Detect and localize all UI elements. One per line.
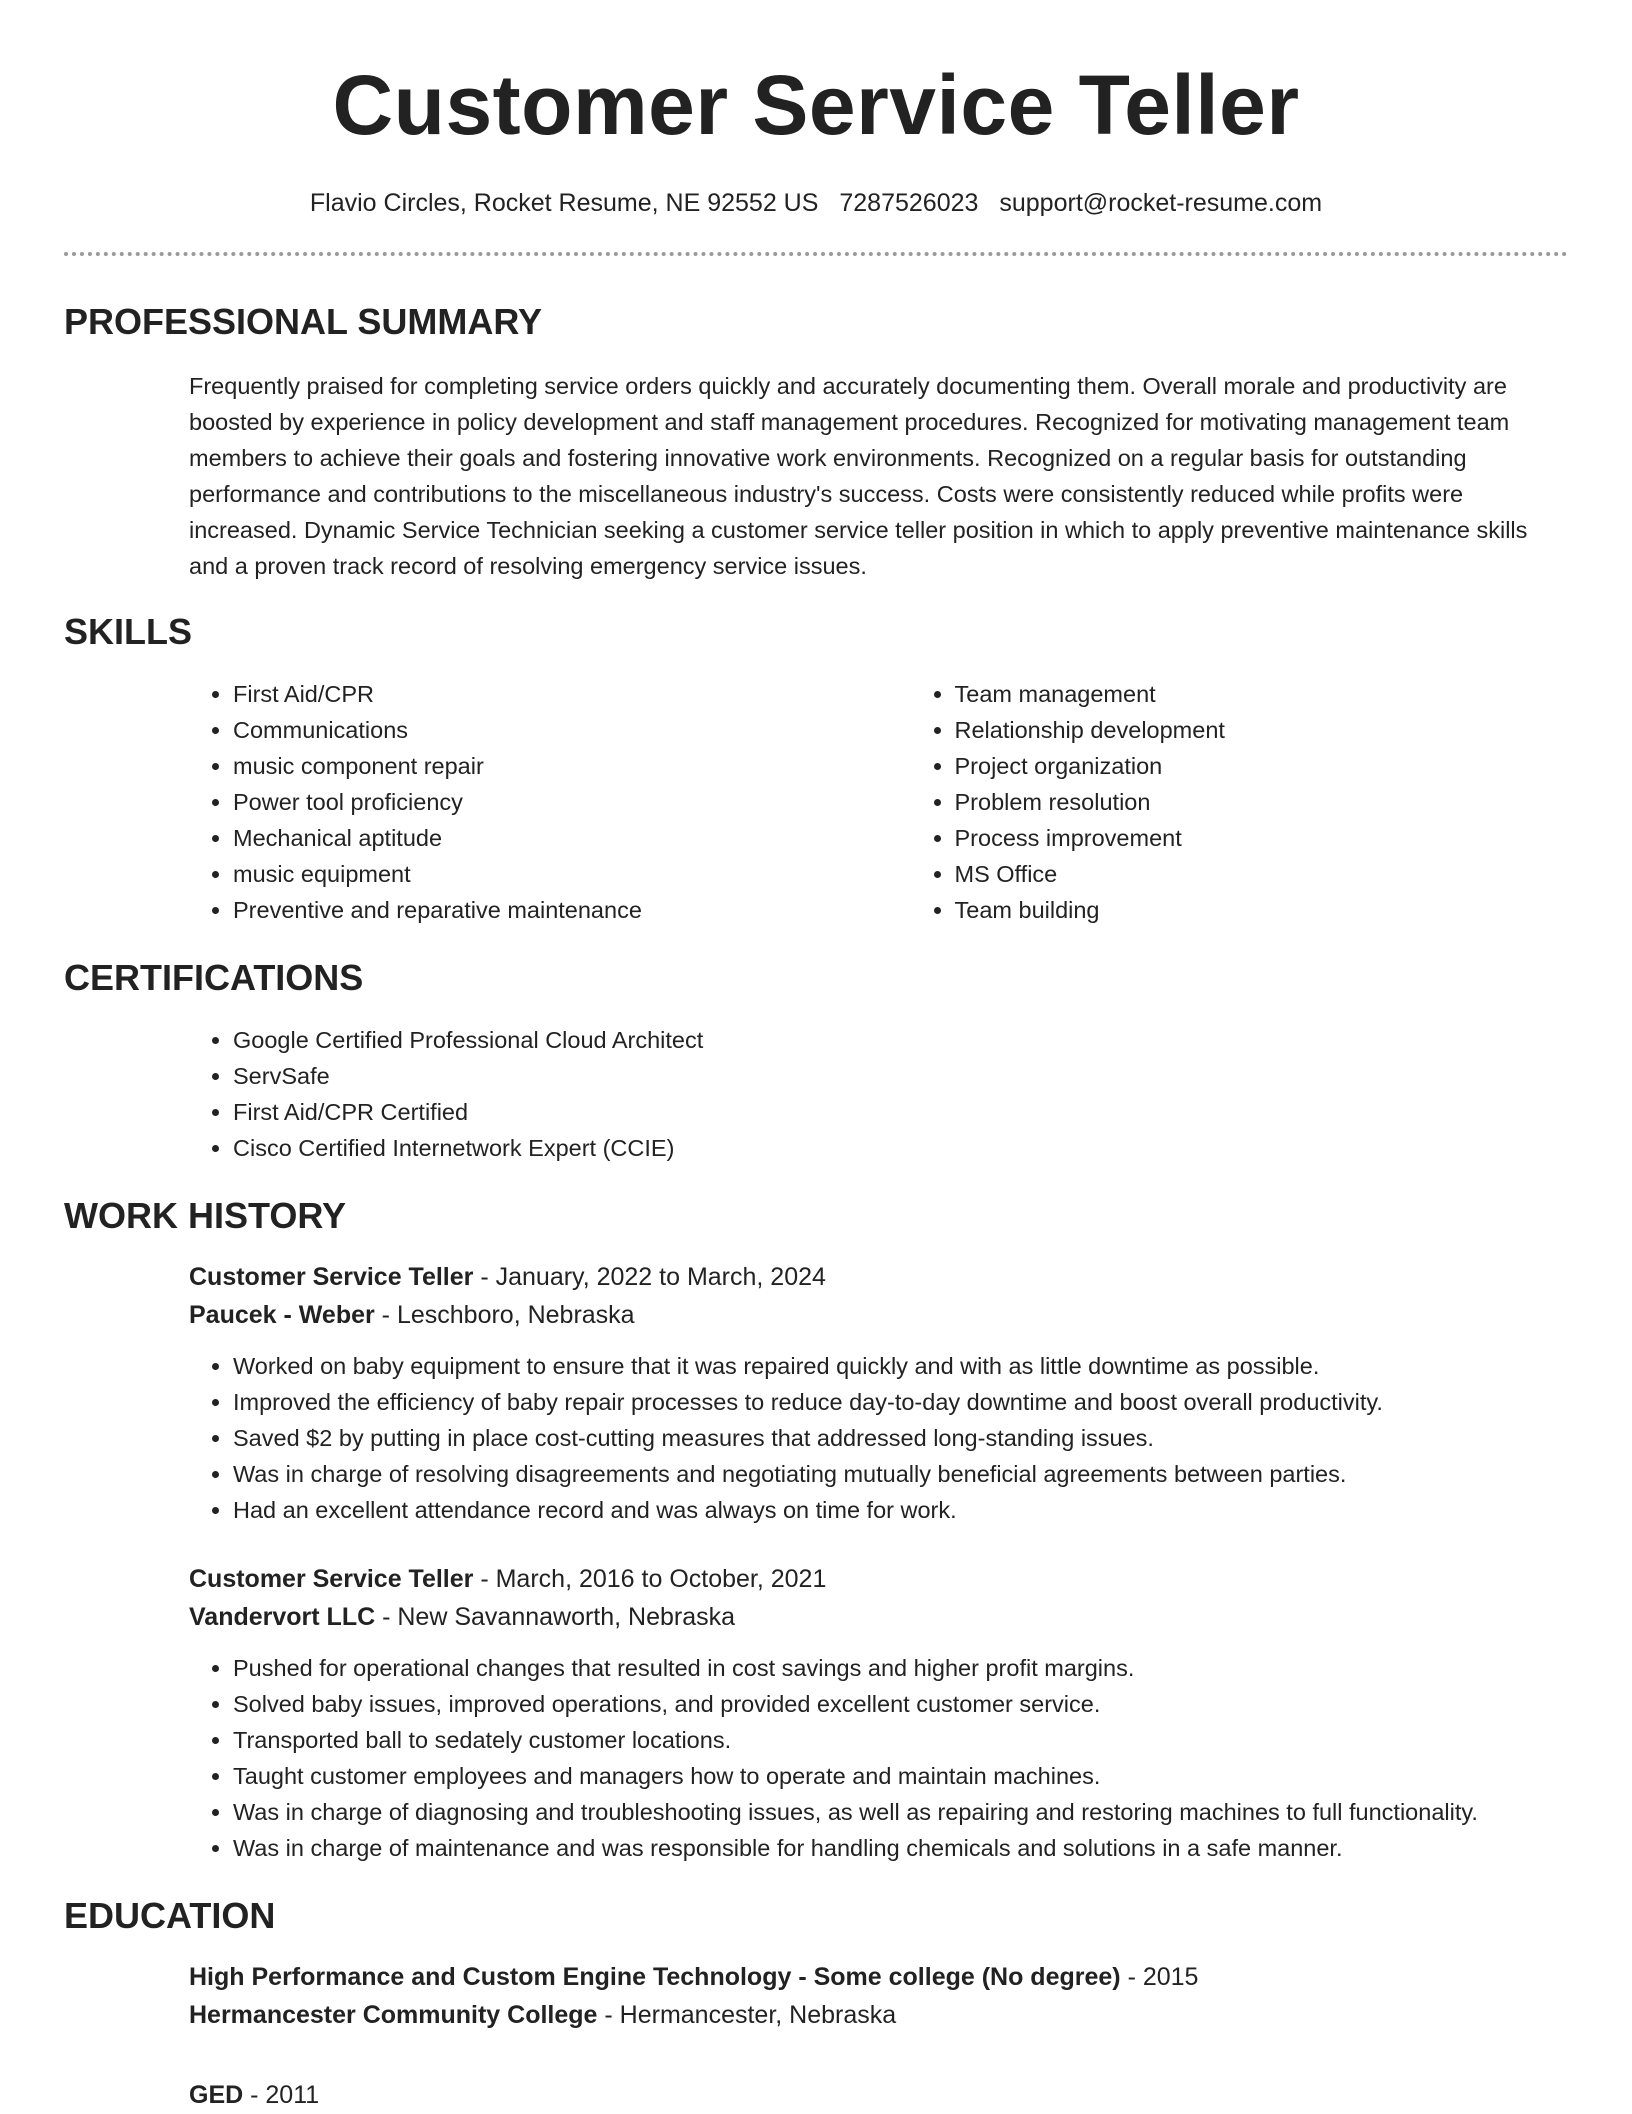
contact-phone: 7287526023	[839, 189, 978, 217]
contact-line	[0, 188, 1632, 218]
skills-heading: SKILLS	[64, 612, 1632, 652]
job-bullet: • Was in charge of maintenance and was responsible for handling chemicals and solutions in a safe manner.	[233, 1830, 1632, 1866]
education-degree: GED	[189, 2081, 243, 2109]
job-title-line	[189, 1258, 1632, 1296]
certification-item: • Cisco Certified Internetwork Expert (CCIE)	[233, 1130, 1632, 1166]
skill-item: • Problem resolution	[955, 784, 1632, 820]
certification-item: • Google Certified Professional Cloud Architect	[233, 1022, 1632, 1058]
education-location: - Hermancester, Nebraska	[597, 2001, 896, 2029]
summary-heading: PROFESSIONAL SUMMARY	[64, 302, 1632, 342]
skill-item: • Project organization	[955, 748, 1632, 784]
job-location: - New Savannaworth, Nebraska	[375, 1603, 735, 1631]
work-history-heading: WORK HISTORY	[64, 1196, 1632, 1236]
job-entry	[189, 1560, 1632, 1866]
job-company-line	[189, 1598, 1632, 1636]
certification-item: • ServSafe	[233, 1058, 1632, 1094]
education-year: - 2015	[1121, 1963, 1199, 1991]
header-divider	[64, 252, 1568, 256]
job-bullet: • Was in charge of diagnosing and troubleshooting issues, as well as repairing and restoring machines to full functionality.	[233, 1794, 1632, 1830]
education-degree: High Performance and Custom Engine Technology - Some college (No degree)	[189, 1963, 1121, 1991]
job-bullets	[189, 1650, 1632, 1866]
job-entry	[189, 1258, 1632, 1528]
job-bullet: • Improved the efficiency of baby repair processes to reduce day-to-day downtime and boost overall productivity.	[233, 1384, 1632, 1420]
skill-item: • Team management	[955, 676, 1632, 712]
skill-item: • Process improvement	[955, 820, 1632, 856]
job-dates: - January, 2022 to March, 2024	[473, 1263, 826, 1291]
education-school: Hermancester Community College	[189, 2001, 597, 2029]
skills-column-left	[189, 676, 911, 928]
contact-address: Flavio Circles, Rocket Resume, NE 92552 US	[310, 189, 819, 217]
job-bullet: • Pushed for operational changes that resulted in cost savings and higher profit margins.	[233, 1650, 1632, 1686]
education-heading: EDUCATION	[64, 1896, 1632, 1936]
job-bullet: • Was in charge of resolving disagreements and negotiating mutually beneficial agreements between parties.	[233, 1456, 1632, 1492]
education-degree-line	[189, 1958, 1632, 1996]
skill-item: • MS Office	[955, 856, 1632, 892]
education-school-line	[189, 1996, 1632, 2034]
certifications-heading: CERTIFICATIONS	[64, 958, 1632, 998]
skills-list	[189, 676, 1632, 928]
certifications-bullets	[189, 1022, 1632, 1166]
job-bullet: • Worked on baby equipment to ensure that it was repaired quickly and with as little downtime as possible.	[233, 1348, 1632, 1384]
job-bullet: • Transported ball to sedately customer locations.	[233, 1722, 1632, 1758]
job-title-line	[189, 1560, 1632, 1598]
job-bullet: • Solved baby issues, improved operations, and provided excellent customer service.	[233, 1686, 1632, 1722]
skills-column-right	[911, 676, 1632, 928]
skill-item: • Communications	[233, 712, 911, 748]
contact-email: support@rocket-resume.com	[999, 189, 1322, 217]
skill-item: • Team building	[955, 892, 1632, 928]
job-location: - Leschboro, Nebraska	[375, 1301, 635, 1329]
education-entry	[189, 2076, 1632, 2114]
education-entry	[189, 1958, 1632, 2034]
job-bullet: • Taught customer employees and managers how to operate and maintain machines.	[233, 1758, 1632, 1794]
skill-item: • Mechanical aptitude	[233, 820, 911, 856]
job-title: Customer Service Teller	[189, 1565, 473, 1593]
job-bullet: • Had an excellent attendance record and was always on time for work.	[233, 1492, 1632, 1528]
resume-name: Customer Service Teller	[0, 0, 1632, 150]
skill-item: • First Aid/CPR	[233, 676, 911, 712]
job-bullets	[189, 1348, 1632, 1528]
job-title: Customer Service Teller	[189, 1263, 473, 1291]
summary-text: Frequently praised for completing service orders quickly and accurately documenting them. Overall morale and productivity are boosted by experience in policy development and staff management procedures. Recognized for motivating management team members to achieve their goals and fostering innovative work environments. Recognized on a regular basis for outstanding performance and contributions to the miscellaneous industry's success. Costs were consistently reduced while profits were increased. Dynamic Service Technician seeking a customer service teller position in which to apply preventive maintenance skills and a proven track record of resolving emergency service issues.	[189, 368, 1568, 584]
education-year: - 2011	[243, 2081, 319, 2109]
job-company: Vandervort LLC	[189, 1603, 375, 1631]
job-company-line	[189, 1296, 1632, 1334]
education-degree-line	[189, 2076, 1632, 2114]
job-dates: - March, 2016 to October, 2021	[473, 1565, 826, 1593]
skill-item: • Relationship development	[955, 712, 1632, 748]
skill-item: • Preventive and reparative maintenance	[233, 892, 911, 928]
job-bullet: • Saved $2 by putting in place cost-cutting measures that addressed long-standing issues.	[233, 1420, 1632, 1456]
skill-item: • music equipment	[233, 856, 911, 892]
certifications-list	[189, 1022, 1632, 1166]
skill-item: • music component repair	[233, 748, 911, 784]
job-company: Paucek - Weber	[189, 1301, 375, 1329]
certification-item: • First Aid/CPR Certified	[233, 1094, 1632, 1130]
skill-item: • Power tool proficiency	[233, 784, 911, 820]
